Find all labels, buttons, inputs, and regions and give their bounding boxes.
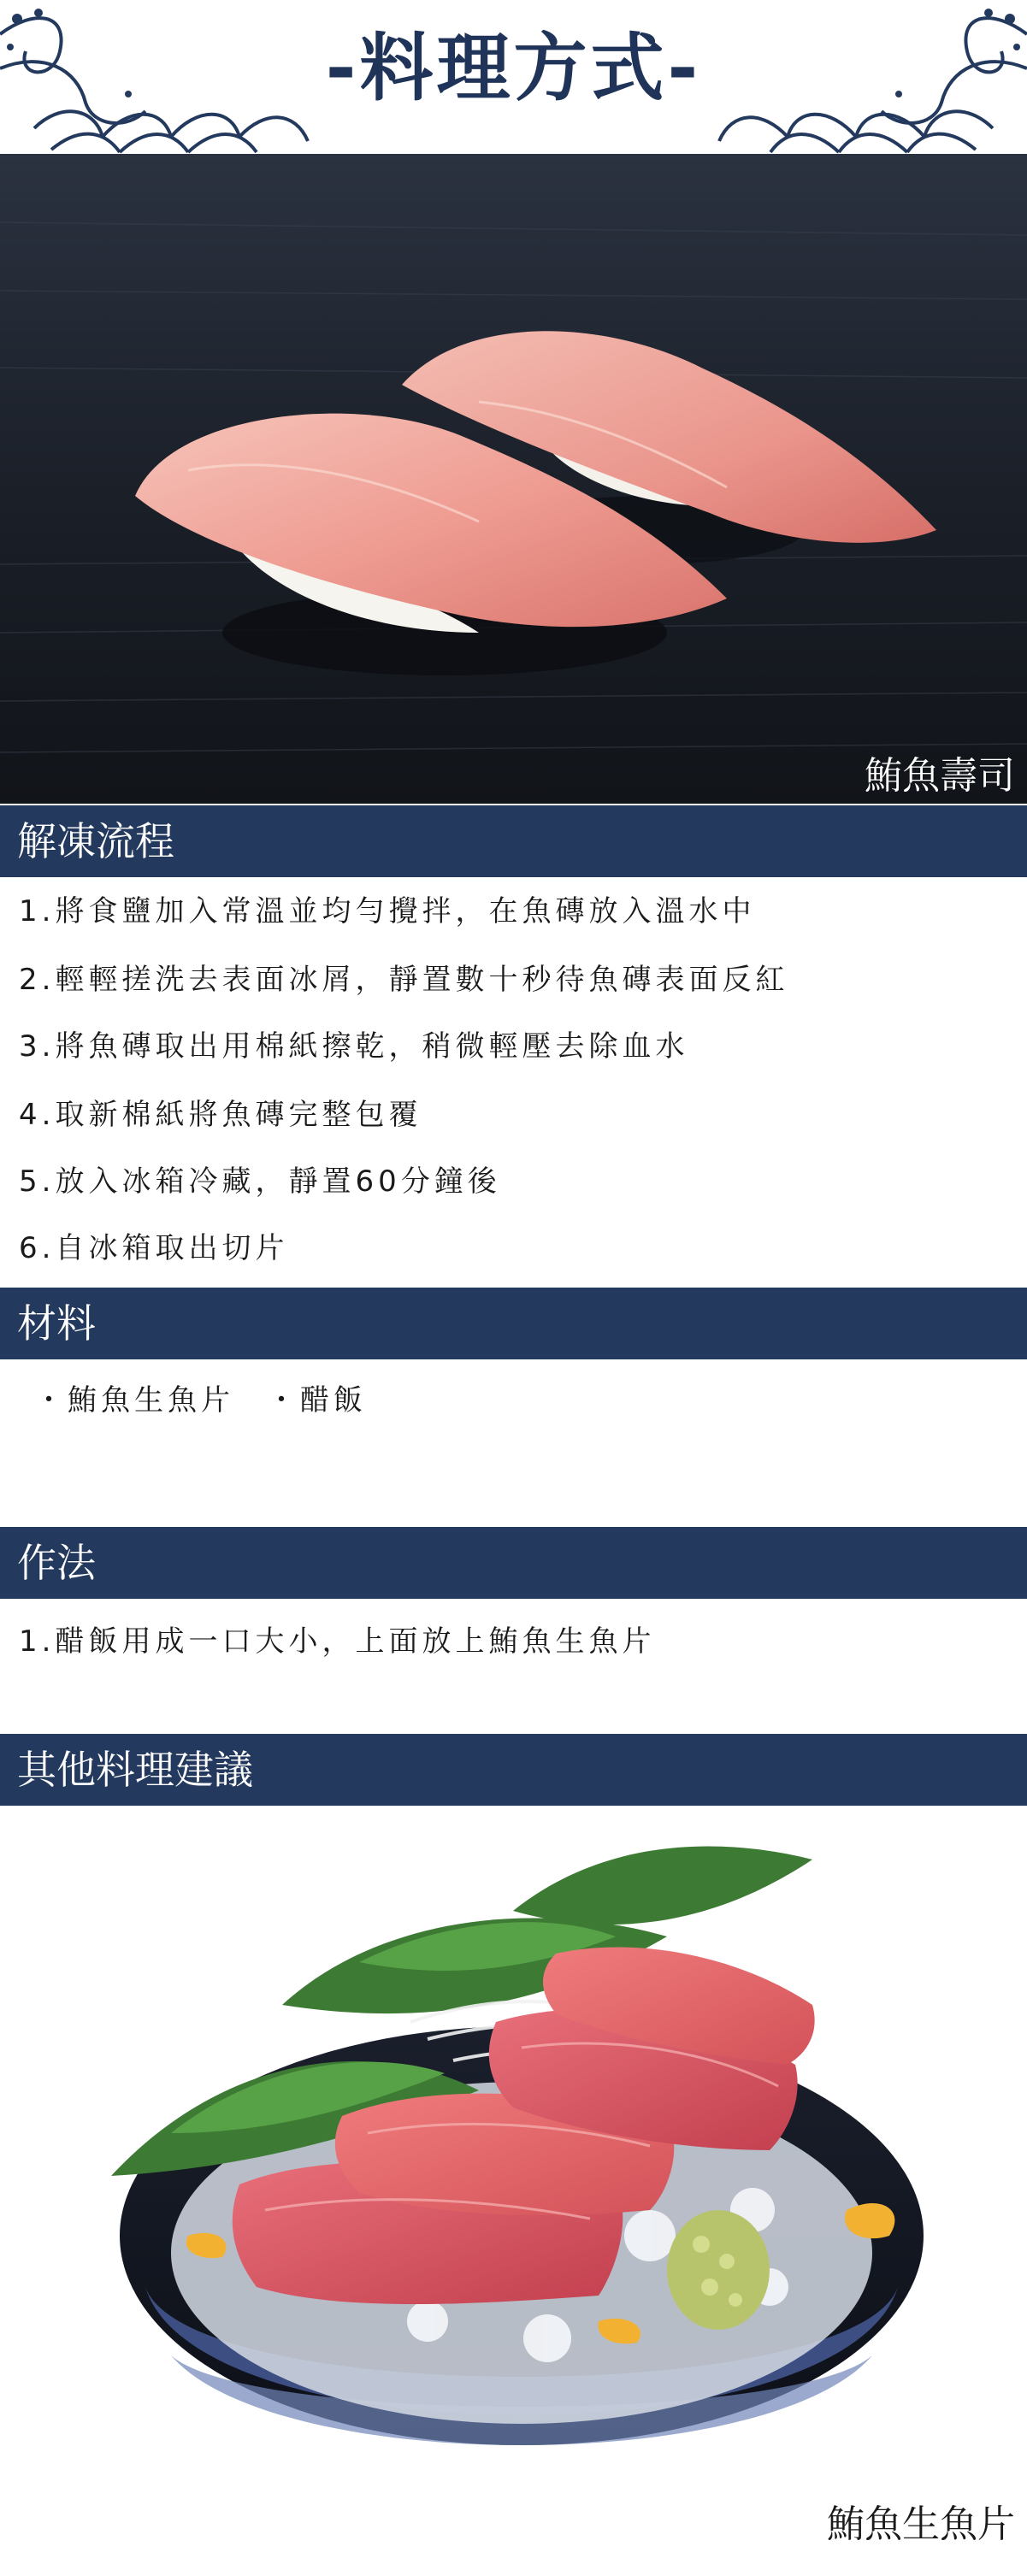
thaw-step-1: 1.將食鹽加入常溫並均勻攪拌，在魚磚放入溫水中 xyxy=(19,894,756,928)
thaw-step-2: 2.輕輕搓洗去表面冰屑，靜置數十秒待魚磚表面反紅 xyxy=(19,963,789,997)
ingredient-item: ・鮪魚生魚片 xyxy=(34,1383,234,1418)
sashimi-caption: 鮪魚生魚片 xyxy=(827,2502,1015,2546)
thaw-step-5: 5.放入冰箱冷藏，靜置60分鐘後 xyxy=(19,1164,501,1199)
materials-section-heading: 材料 xyxy=(0,1288,1027,1359)
thaw-step-3: 3.將魚磚取出用棉紙擦乾，稍微輕壓去除血水 xyxy=(19,1029,689,1064)
tuna-sashimi-illustration xyxy=(0,1808,1027,2576)
ingredient-list xyxy=(34,1380,367,1421)
method-section-heading: 作法 xyxy=(0,1527,1027,1599)
other-section-heading: 其他料理建議 xyxy=(0,1734,1027,1806)
thaw-step-6: 6.自冰箱取出切片 xyxy=(19,1231,289,1265)
tuna-sushi-photo xyxy=(0,154,1027,804)
tuna-sashimi-photo xyxy=(0,1808,1027,2576)
header-banner xyxy=(0,0,1027,154)
method-step-1: 1.醋飯用成一口大小，上面放上鮪魚生魚片 xyxy=(19,1624,656,1659)
thaw-section-heading: 解凍流程 xyxy=(0,805,1027,877)
sushi-caption: 鮪魚壽司 xyxy=(865,754,1015,798)
ingredient-item: ・醋飯 xyxy=(267,1383,367,1418)
tuna-sushi-illustration xyxy=(0,154,1027,804)
thaw-step-4: 4.取新棉紙將魚磚完整包覆 xyxy=(19,1098,422,1132)
page-title: -料理方式- xyxy=(325,26,702,111)
